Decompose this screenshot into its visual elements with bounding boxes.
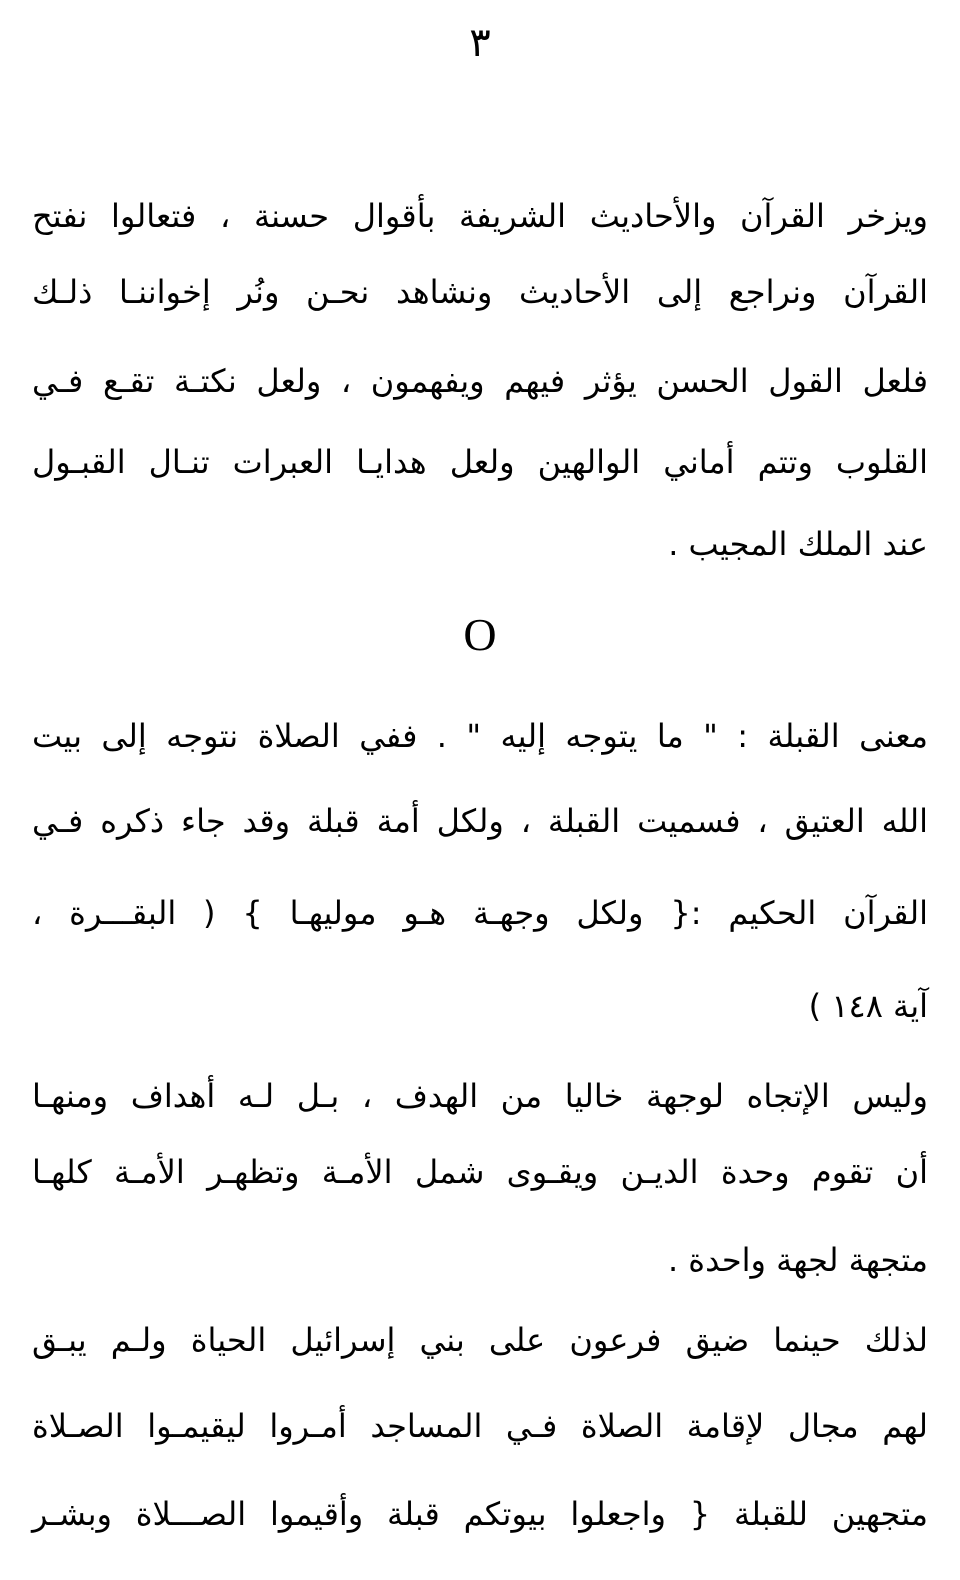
text-line: ويزخر القرآن والأحاديث الشريفة بأقوال حسنة ، فتعالوا نفتح xyxy=(32,197,928,235)
text-line: متجهة لجهة واحدة . xyxy=(667,1241,928,1279)
text-line: عند الملك المجيب . xyxy=(668,525,928,563)
text-line: القرآن الحكيم :{ ولكل وجهـة هـو موليهـا } ( البقـــرة ، xyxy=(32,894,928,932)
text-line: لهم مجال لإقامة الصلاة فـي المساجد أمـروا ليقيمـوا الصـلاة xyxy=(32,1407,928,1445)
section-separator: O xyxy=(463,609,497,660)
text-line: فلعل القول الحسن يؤثر فيهم ويفهمون ، ولعل نكتـة تقـع فـي xyxy=(32,362,928,400)
page-number: ٣ xyxy=(469,20,491,66)
text-line: القلوب وتتم أماني الوالهين ولعل هدايـا العبرات تنـال القبـول xyxy=(32,443,928,481)
text-line: لذلك حينما ضيق فرعون على بني إسرائيل الحياة ولـم يبـق xyxy=(32,1321,928,1359)
text-line: متجهين للقبلة { واجعلوا بيوتكم قبلة وأقيموا الصـــلاة وبشـر xyxy=(32,1495,928,1533)
text-line: معنى القبلة : " ما يتوجه إليه " . ففي الصلاة نتوجه إلى بيت xyxy=(32,717,928,755)
text-line: الله العتيق ، فسميت القبلة ، ولكل أمة قبلة وقد جاء ذكره فـي xyxy=(32,802,928,840)
text-line: القرآن ونراجع إلى الأحاديث ونشاهد نحـن ونُر إخواننـا ذلـك xyxy=(32,273,928,311)
text-line: وليس الإتجاه لوجهة خاليا من الهدف ، بـل لـه أهداف ومنهـا xyxy=(32,1077,928,1115)
text-line: آية ١٤٨ ) xyxy=(808,987,928,1025)
text-line: أن تقوم وحدة الديـن ويقـوى شمل الأمـة وتظهـر الأمـة كلهـا xyxy=(32,1153,928,1191)
